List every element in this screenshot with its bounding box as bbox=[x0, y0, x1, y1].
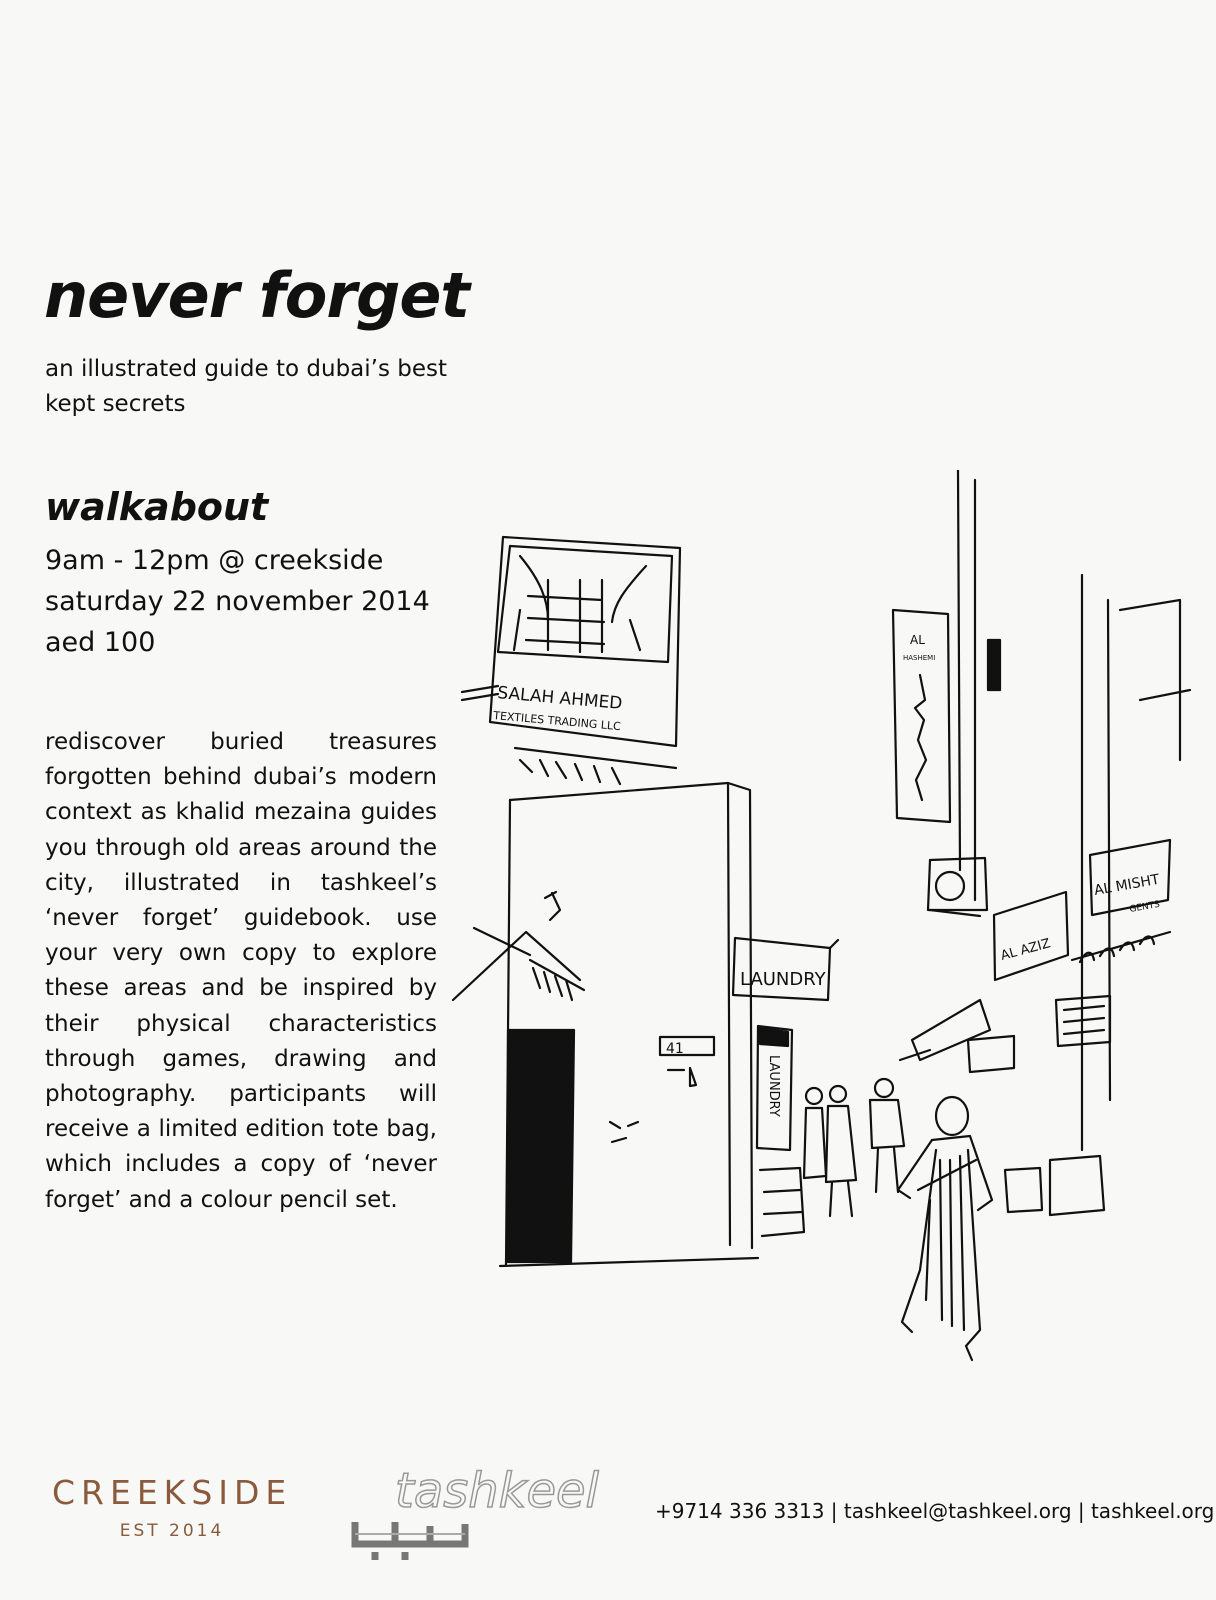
contact-info: +9714 336 3313 | tashkeel@tashkeel.org | tashkeel.org bbox=[655, 1499, 1215, 1523]
event-details bbox=[45, 540, 430, 663]
tashkeel-logo-text: tashkeel bbox=[395, 1463, 599, 1519]
sign-laundry-vertical: LAUNDRY bbox=[766, 1055, 781, 1117]
tashkeel-logo bbox=[335, 1462, 625, 1562]
black-door bbox=[508, 1030, 574, 1262]
creekside-logo bbox=[52, 1473, 293, 1541]
background-buildings bbox=[958, 470, 1190, 1150]
sign-laundry: LAUNDRY bbox=[740, 969, 826, 990]
awning bbox=[453, 928, 584, 1000]
door-number-plate bbox=[610, 1037, 714, 1142]
creekside-est: EST 2014 bbox=[119, 1521, 225, 1541]
pedestrians bbox=[804, 1079, 904, 1216]
event-date: saturday 22 november 2014 bbox=[45, 586, 430, 617]
salah-ahmed-sign bbox=[462, 537, 680, 784]
event-price: aed 100 bbox=[45, 627, 156, 658]
sign-al-hashemi-2: HASHEMI bbox=[903, 654, 936, 662]
street-illustration bbox=[440, 470, 1200, 1400]
al-hashemi-sign bbox=[893, 610, 950, 822]
ac-unit bbox=[928, 858, 987, 916]
event-description: rediscover buried treasures forgotten behind dubai’s modern context as khalid mezaina guides you through old areas around the city, illustrated in tashkeel’s ‘never forget’ guidebook. use your very own copy to explore these areas and be inspired by their physical characteristics through games, drawing and photography. participants will receive a limited edition tote bag, which includes a copy of ‘never forget’ and a colour pencil set. bbox=[45, 729, 437, 1213]
sign-al-hashemi-1: AL bbox=[910, 633, 925, 647]
laundry-sign bbox=[733, 938, 838, 1236]
man-in-robe bbox=[898, 1097, 992, 1360]
sign-salah-line2: TEXTILES TRADING LLC bbox=[492, 709, 622, 734]
event-time-location: 9am - 12pm @ creekside bbox=[45, 545, 384, 576]
poster-title: never forget bbox=[44, 259, 470, 332]
event-heading: walkabout bbox=[45, 485, 269, 529]
poster-subtitle: an illustrated guide to dubai’s best kept secrets bbox=[45, 356, 448, 417]
sign-gents: GENTS bbox=[1128, 899, 1161, 915]
creekside-name: CREEKSIDE bbox=[52, 1473, 293, 1512]
door-number: 41 bbox=[666, 1041, 684, 1057]
sign-salah-line1: SALAH AHMED bbox=[496, 683, 624, 714]
sign-al-mishat: AL MISHT bbox=[1092, 871, 1161, 899]
sign-al-aziz: AL AZIZ bbox=[999, 936, 1053, 964]
